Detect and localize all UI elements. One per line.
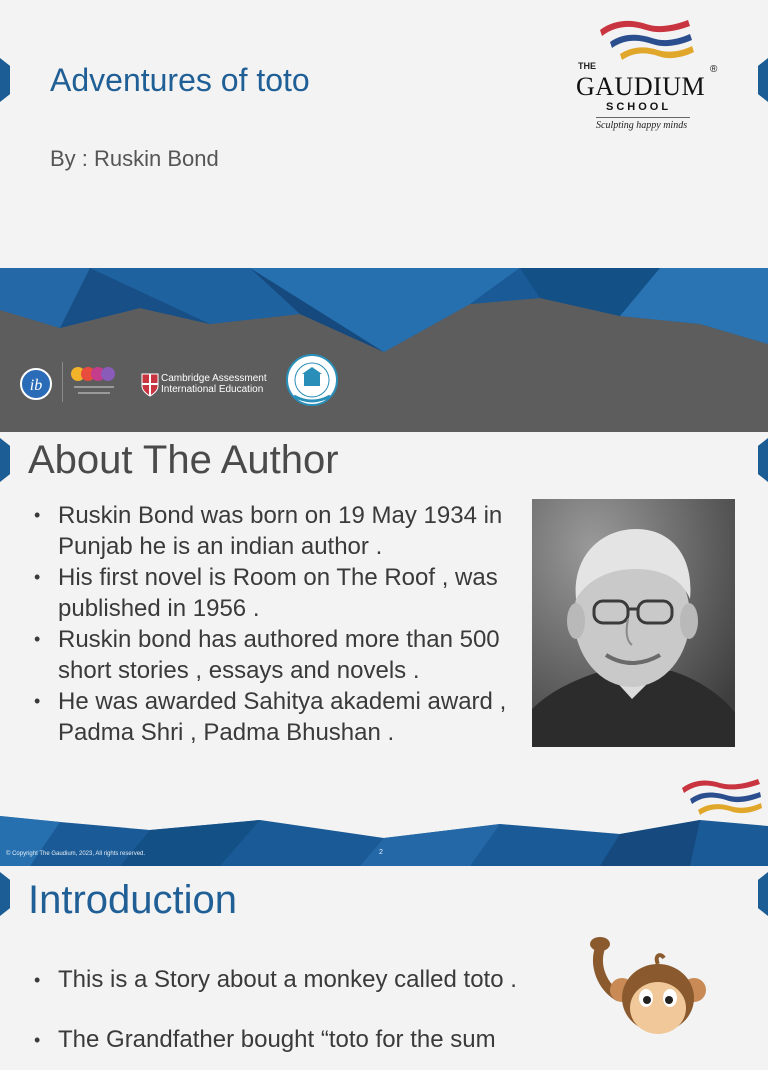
footer-polygon-band bbox=[0, 816, 768, 866]
svg-text:ib: ib bbox=[29, 377, 43, 394]
slide-title: Introduction bbox=[28, 878, 238, 922]
list-item: • Ruskin bond has authored more than 500 short stories , essays and novels . bbox=[32, 624, 522, 686]
author-facts-list bbox=[32, 500, 522, 748]
slide-title: About The Author bbox=[28, 438, 339, 482]
left-edge-tab bbox=[0, 438, 10, 482]
story-points-list bbox=[32, 950, 552, 1070]
cambridge-text bbox=[161, 373, 267, 395]
about-author-slide bbox=[0, 436, 768, 866]
logo-the-text: THE bbox=[578, 61, 596, 71]
colored-circles-logo-icon bbox=[68, 350, 120, 406]
right-edge-tab bbox=[758, 872, 768, 916]
list-item: • The Grandfather bought “toto for the sum bbox=[32, 1010, 552, 1070]
cartoon-monkey-icon bbox=[588, 936, 708, 1026]
cambridge-line2: International Education bbox=[161, 384, 264, 395]
list-item: • His first novel is Room on The Roof , was published in 1956 . bbox=[32, 562, 522, 624]
author-photo bbox=[532, 499, 735, 747]
ib-logo-icon bbox=[18, 350, 54, 406]
logo-tagline: Sculpting happy minds bbox=[596, 120, 688, 131]
logo-divider bbox=[596, 117, 690, 118]
cambridge-shield-icon bbox=[140, 350, 160, 406]
page-number: 2 bbox=[379, 849, 383, 856]
left-edge-tab bbox=[0, 872, 10, 916]
introduction-slide bbox=[0, 870, 768, 1053]
copyright-text: © Copyright The Gaudium, 2023, All rights reserved. bbox=[6, 851, 146, 857]
title-slide bbox=[0, 0, 768, 432]
cbse-seal-icon bbox=[284, 350, 340, 406]
logo-name-text: GAUDIUM bbox=[576, 72, 706, 101]
list-item: • This is a Story about a monkey called toto . bbox=[32, 950, 552, 1010]
list-item: • Ruskin Bond was born on 19 May 1934 in Punjab he is an indian author . bbox=[32, 500, 522, 562]
right-edge-tab bbox=[758, 438, 768, 482]
cambridge-line1: Cambridge Assessment bbox=[161, 373, 267, 384]
gaudium-flag-icon bbox=[596, 16, 696, 62]
logo-separator bbox=[62, 362, 63, 402]
logo-school-text: SCHOOL bbox=[606, 101, 672, 113]
list-item: • He was awarded Sahitya akademi award , Padma Shri , Padma Bhushan . bbox=[32, 686, 522, 748]
author-line: By : Ruskin Bond bbox=[50, 146, 219, 171]
gaudium-logo bbox=[570, 16, 730, 136]
presentation-title: Adventures of toto bbox=[50, 62, 310, 98]
registered-mark: ® bbox=[710, 64, 718, 75]
gaudium-flag-icon bbox=[680, 776, 762, 816]
left-edge-tab bbox=[0, 58, 10, 102]
right-edge-tab bbox=[758, 58, 768, 102]
